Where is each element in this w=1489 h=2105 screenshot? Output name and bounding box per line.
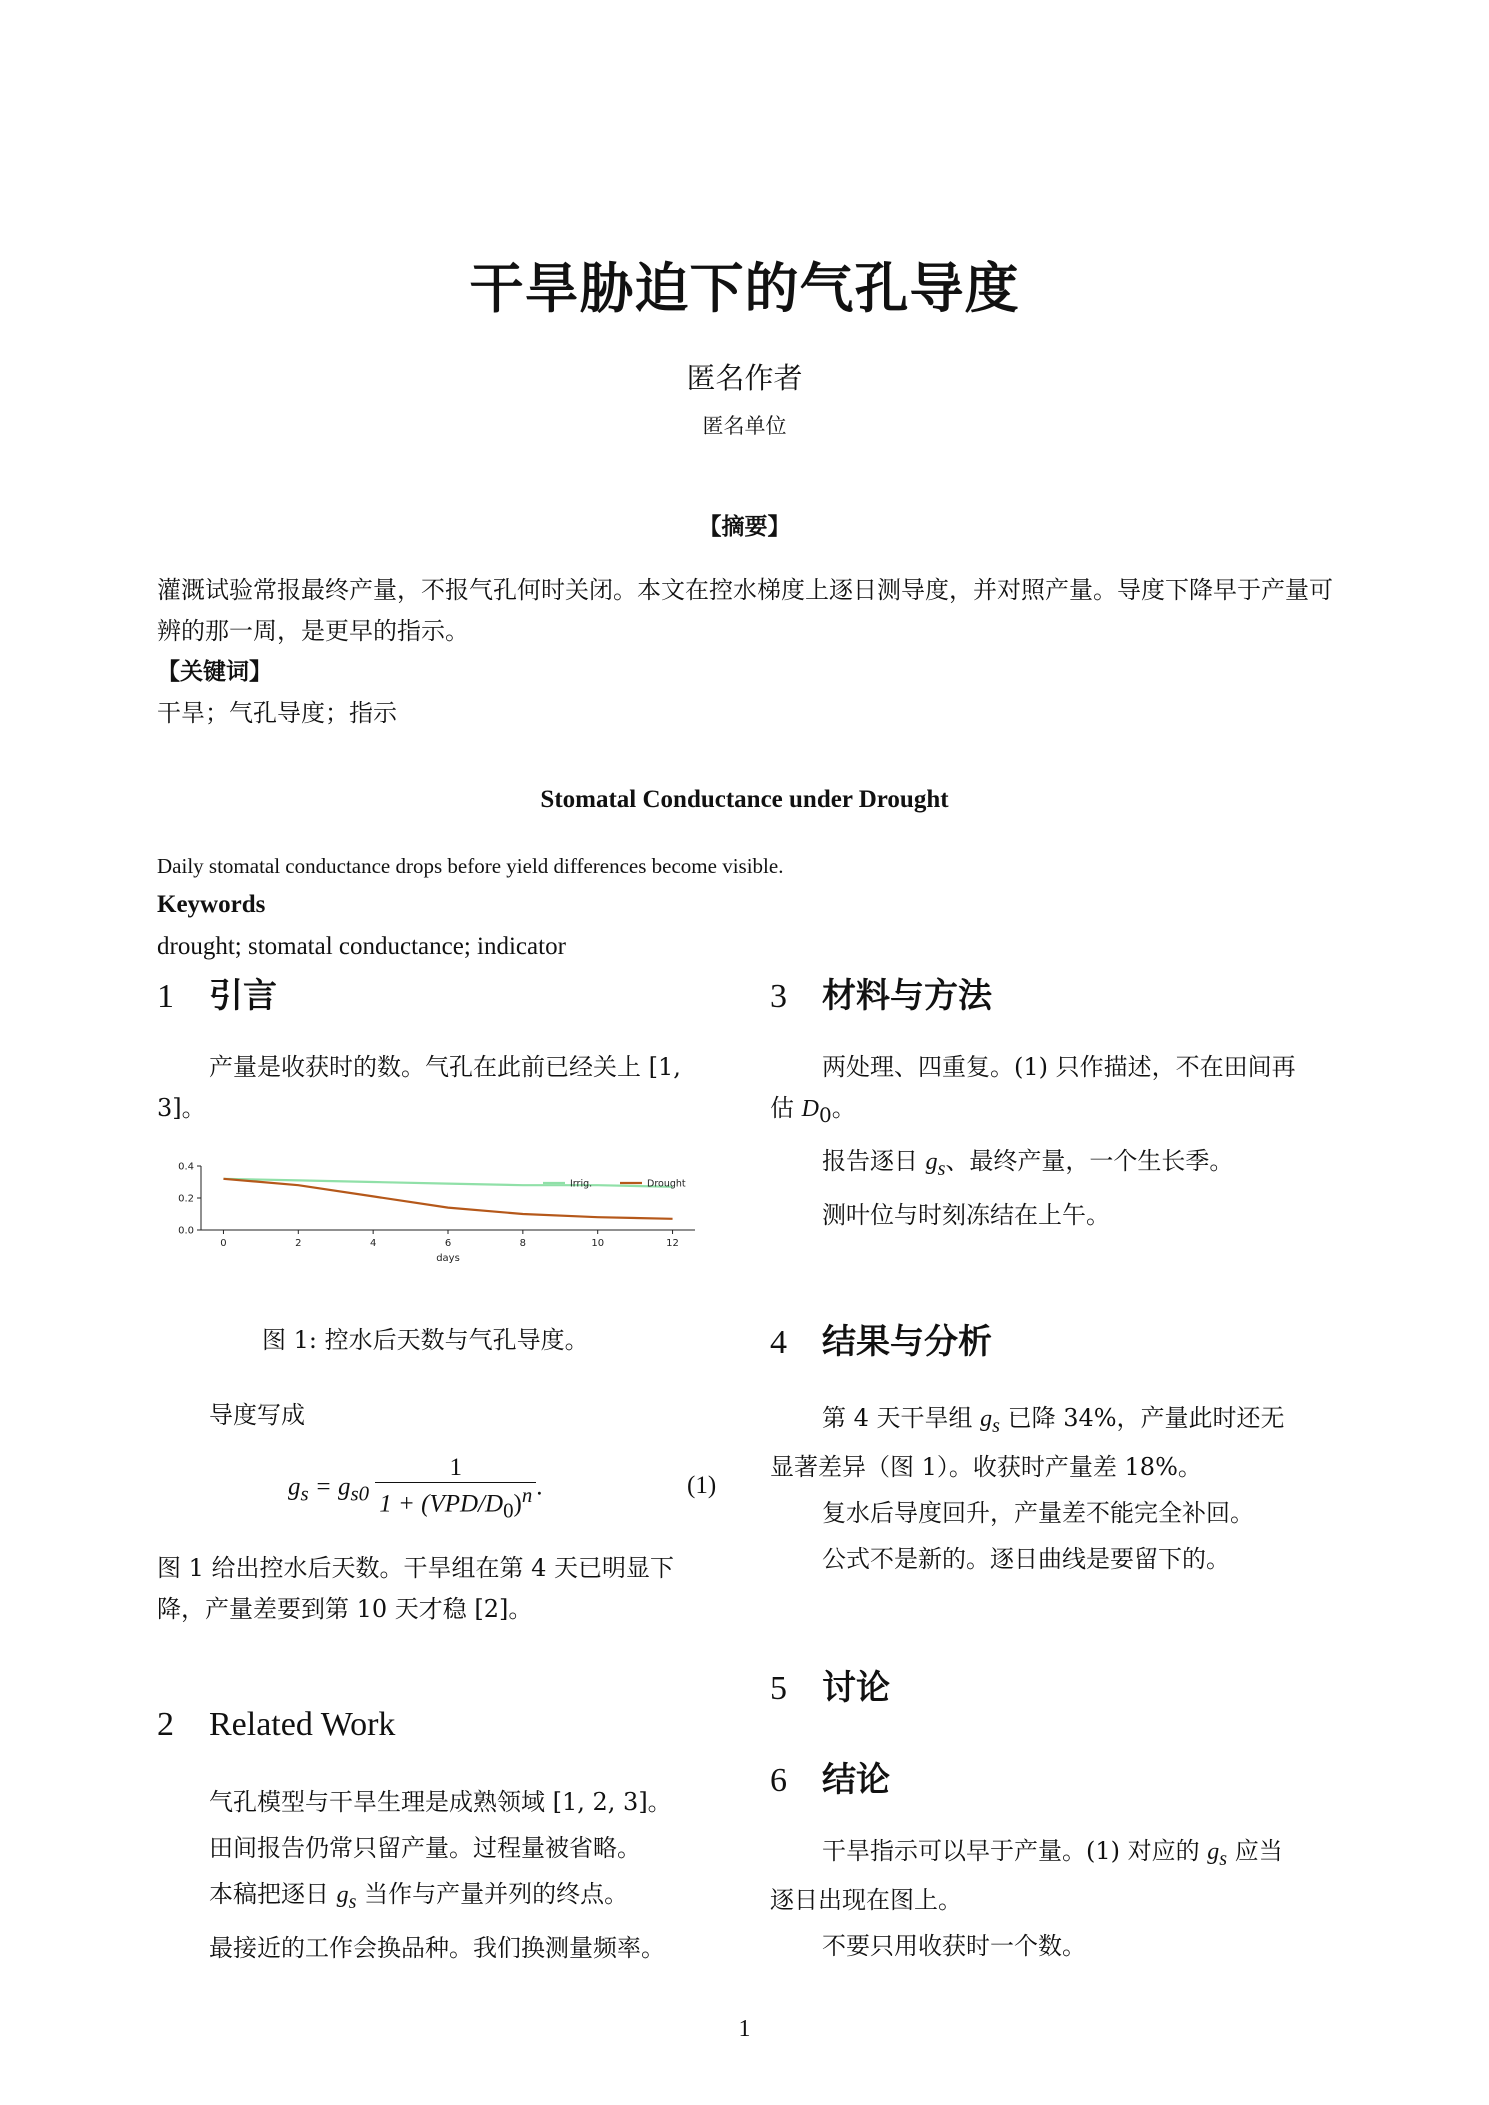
- section-1-title: 引言: [209, 976, 277, 1016]
- abstract-heading: 【摘要】: [698, 514, 791, 540]
- section-6-body: 干旱指示可以早于产量。(1) 对应的 $g_s$ 应当 逐日出现在图上。 不要只用收获时一个数。: [770, 1837, 1283, 1960]
- legend-label: Drought: [647, 1178, 686, 1190]
- section-4-title: 结果与分析: [822, 1322, 992, 1362]
- section-1-heading: 1 引言: [157, 976, 277, 1016]
- x-tick-label: 2: [295, 1238, 302, 1249]
- section-2-title: Related Work: [209, 1706, 396, 1743]
- equation-1-number: (1): [687, 1472, 717, 1499]
- abstract-block: [157, 570, 1337, 734]
- equation-1-fraction: $\frac{1}{1 + (VPD/D_0)^n}$: [375, 1454, 536, 1523]
- section-3-heading: 3 材料与方法: [770, 976, 992, 1016]
- paper-title: 干旱胁迫下的气孔导度: [469, 257, 1020, 320]
- section-1-paragraph-1: 产量是收获时的数。气孔在此前已经关上 [1, 3]。: [157, 1053, 681, 1122]
- x-tick-label: 0: [220, 1238, 227, 1249]
- y-tick-label: 0.4: [178, 1161, 194, 1173]
- x-tick-label: 12: [666, 1238, 679, 1249]
- section-3-body: 两处理、四重复。(1) 只作描述，不在田间再 估 $D_0$。 报告逐日 $g_s$、最终产量，一个生长季。 测叶位与时刻冻结在上午。: [770, 1053, 1296, 1229]
- x-tick-label: 8: [519, 1238, 527, 1249]
- section-2-heading: 2 Related Work: [157, 1706, 396, 1743]
- english-title: Stomatal Conductance under Drought: [540, 786, 949, 813]
- abstract-text: 灌溉试验常报最终产量，不报气孔何时关闭。本文在控水梯度上逐日测导度，并对照产量。导度下降早于产量可辨的那一周，是更早的指示。: [157, 576, 1333, 645]
- x-tick-label: 4: [369, 1238, 377, 1249]
- section-3-title: 材料与方法: [822, 976, 992, 1016]
- section-1-paragraph-2: 导度写成: [209, 1401, 305, 1429]
- section-5-heading: 5 讨论: [770, 1668, 890, 1708]
- equation-1: $g_s = g_{s0}$ $\frac{1}{1 + (VPD/D_0)^n}$ .: [288, 1454, 543, 1523]
- section-2-body: 气孔模型与干旱生理是成熟领域 [1, 2, 3]。 田间报告仍常只留产量。过程量被省略。 本稿把逐日 $g_s$ 当作与产量并列的终点。 最接近的工作会换品种。我们换测量频率。: [209, 1788, 672, 1962]
- section-6-heading: 6 结论: [770, 1760, 890, 1800]
- section-4-heading: 4 结果与分析: [770, 1322, 992, 1362]
- x-tick-label: 10: [591, 1238, 605, 1249]
- y-tick-label: 0.2: [178, 1193, 194, 1205]
- english-keywords: drought; stomatal conductance; indicator: [157, 933, 566, 960]
- page-number: 1: [738, 2016, 751, 2042]
- section-1-paragraph-3: 图 1 给出控水后天数。干旱组在第 4 天已明显下 降，产量差要到第 10 天才稳 [2]。: [157, 1554, 675, 1623]
- x-axis-label: days: [436, 1253, 460, 1264]
- x-tick-label: 6: [444, 1238, 452, 1249]
- english-abstract: Daily stomatal conductance drops before yield differences become visible.: [157, 854, 784, 878]
- section-5-title: 讨论: [822, 1668, 890, 1708]
- y-tick-label: 0.0: [178, 1225, 194, 1237]
- english-keywords-heading: Keywords: [157, 891, 266, 918]
- keywords-heading: 【关键词】: [157, 659, 272, 685]
- figure-1-caption: 图 1: 控水后天数与气孔导度。: [262, 1326, 589, 1354]
- author-name: 匿名作者: [686, 361, 803, 395]
- legend-label: Irrig.: [570, 1178, 593, 1190]
- section-4-body: 第 4 天干旱组 $g_s$ 已降 34%，产量此时还无 显著差异（图 1）。收获时产量差 18%。 复水后导度回升，产量差不能完全补回。 公式不是新的。逐日曲线是要留下的。: [770, 1404, 1285, 1573]
- affiliation: 匿名单位: [702, 414, 787, 438]
- keywords-text: 干旱；气孔导度；指示: [157, 699, 397, 727]
- section-6-title: 结论: [822, 1760, 890, 1800]
- figure-1-chart: [165, 1156, 720, 1272]
